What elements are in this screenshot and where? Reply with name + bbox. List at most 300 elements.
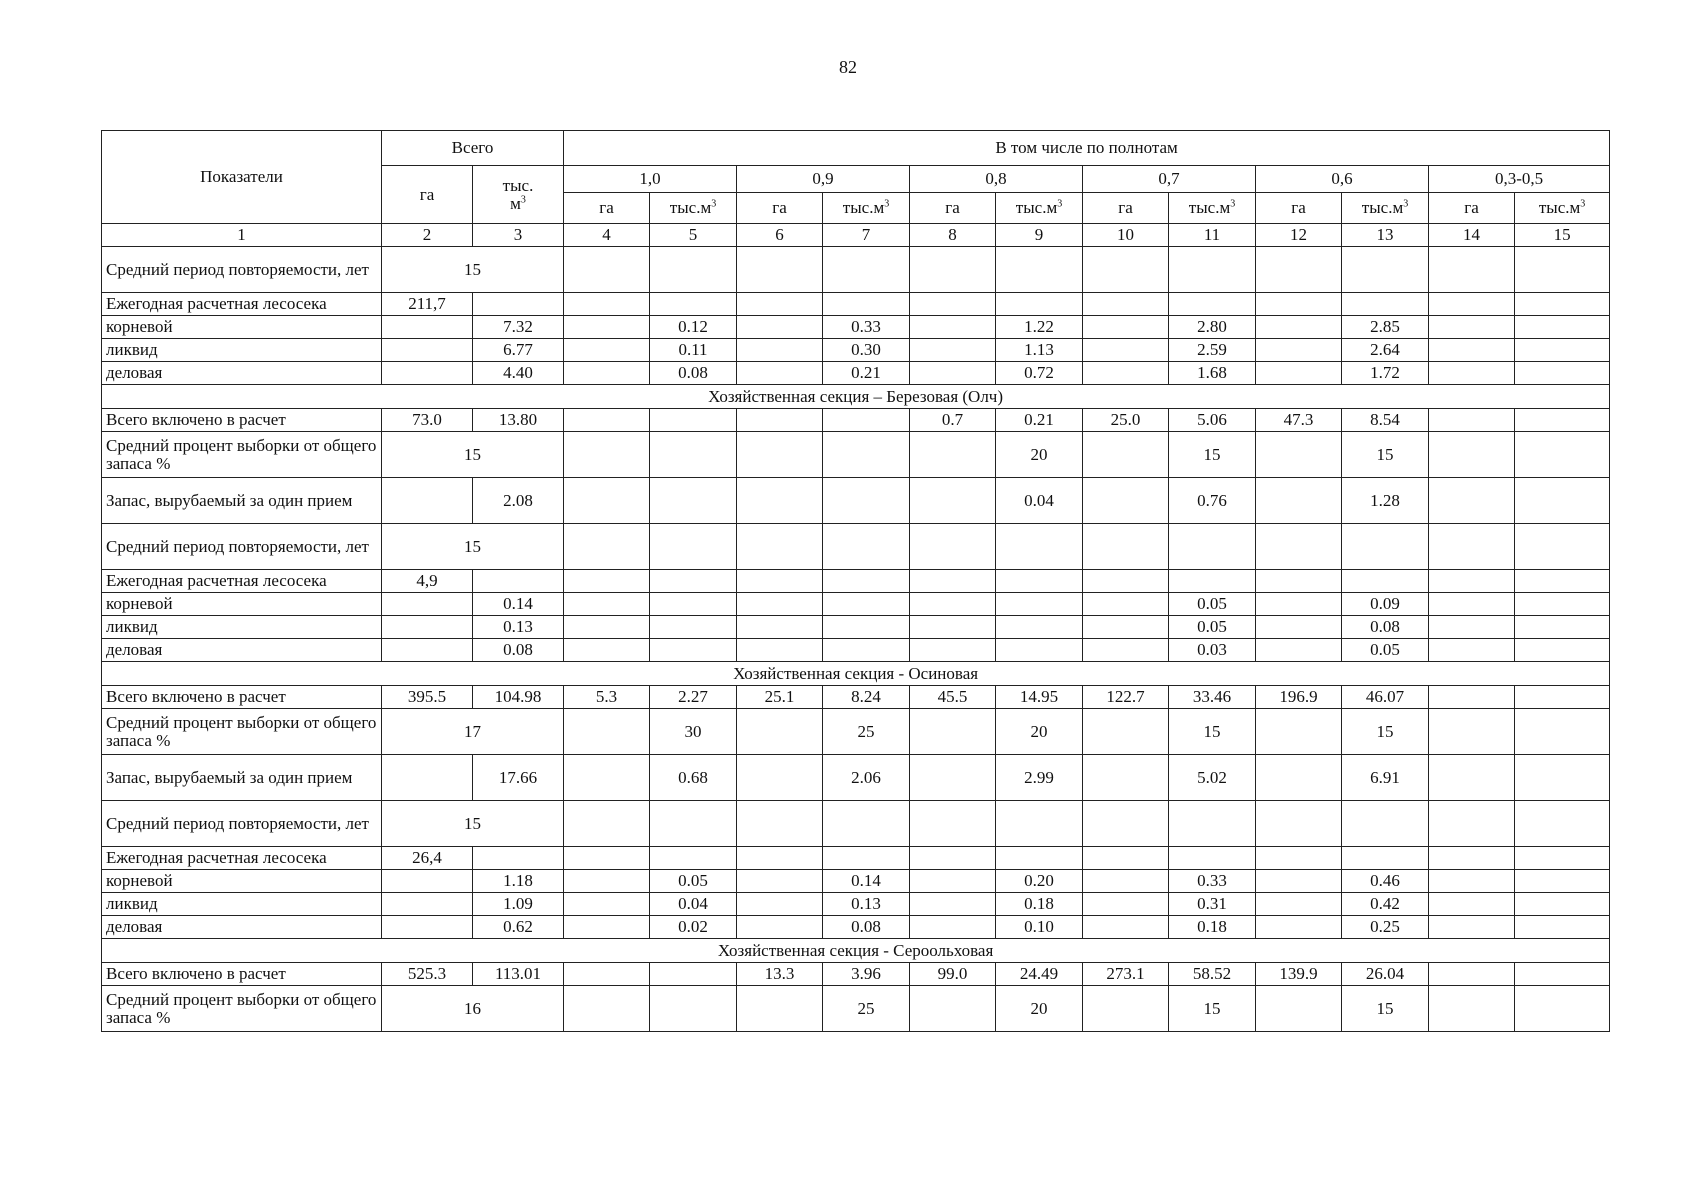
density-value: 15 [1342,709,1429,755]
header-density-6: 0,3-0,5 [1429,166,1610,193]
volume-value: 0.46 [1342,870,1429,893]
header-indicators: Показатели [102,131,382,224]
table-cell [910,986,996,1032]
volume-value [1515,593,1610,616]
table-cell [1083,339,1169,362]
row-label: Средний период повторяемости, лет [102,247,382,293]
table-cell [996,570,1083,593]
table-cell [1256,593,1342,616]
table-cell [737,801,823,847]
density-value: 1.28 [1342,478,1429,524]
total-value: 13.80 [473,409,564,432]
table-cell [1083,570,1169,593]
volume-value [823,616,910,639]
table-cell [1429,293,1515,316]
volume-value: 0.33 [823,316,910,339]
table-cell [1429,870,1515,893]
volume-value: 0.18 [1169,916,1256,939]
volume-value: 0.08 [650,362,737,385]
total-value: 2.27 [650,686,737,709]
header-unit-ga: га [1256,193,1342,224]
row-label: деловая [102,639,382,662]
table-cell [823,801,910,847]
volume-value: 0.05 [650,870,737,893]
table-cell [1083,432,1169,478]
row-label: корневой [102,870,382,893]
density-value: 15 [1169,986,1256,1032]
header-unit-ga: га [1083,193,1169,224]
total-value: 45.5 [910,686,996,709]
table-cell [1083,639,1169,662]
table-cell [910,639,996,662]
total-value [564,963,650,986]
volume-value: 0.14 [823,870,910,893]
table-cell [1169,524,1256,570]
table-row [102,432,1610,478]
density-value: 25 [823,709,910,755]
total-value: 122.7 [1083,686,1169,709]
table-cell [564,870,650,893]
table-cell [650,570,737,593]
table-cell [1515,801,1610,847]
column-number: 14 [1429,224,1515,247]
table-cell [382,316,473,339]
volume-value: 0.04 [650,893,737,916]
column-number: 4 [564,224,650,247]
density-value: 2.06 [823,755,910,801]
table-cell [1083,247,1169,293]
column-number: 13 [1342,224,1429,247]
row-label: ликвид [102,339,382,362]
header-unit-ga: га [564,193,650,224]
row-label: Ежегодная расчетная лесосека [102,293,382,316]
table-cell [910,339,996,362]
table-cell [910,870,996,893]
table-cell [1429,432,1515,478]
header-total: Всего [382,131,564,166]
density-value: 30 [650,709,737,755]
total-volume: 0.14 [473,593,564,616]
total-value [737,409,823,432]
table-cell [1256,616,1342,639]
column-number: 5 [650,224,737,247]
density-value: 15 [1342,432,1429,478]
table-row [102,686,1610,709]
density-value [1515,755,1610,801]
table-row [102,893,1610,916]
table-cell [1256,362,1342,385]
total-value: 33.46 [1169,686,1256,709]
table-cell [382,870,473,893]
section-title: Хозяйственная секция - Осиновая [102,662,1610,686]
row-total-value: 16 [382,986,564,1032]
total-value [1515,686,1610,709]
density-value: 20 [996,432,1083,478]
volume-value [1515,916,1610,939]
row-total-value: 2.08 [473,478,564,524]
table-cell [910,247,996,293]
total-volume: 0.62 [473,916,564,939]
row-label: ликвид [102,893,382,916]
page-number: 82 [839,57,857,77]
table-cell [1429,362,1515,385]
table-cell [1256,870,1342,893]
table-cell [1083,755,1169,801]
header-density-2: 0,9 [737,166,910,193]
total-value: 73.0 [382,409,473,432]
table-cell [1083,893,1169,916]
density-value [650,986,737,1032]
table-cell [564,709,650,755]
table-cell [1083,362,1169,385]
total-value: 5.06 [1169,409,1256,432]
table-cell [1169,293,1256,316]
volume-value [823,593,910,616]
total-value: 3.96 [823,963,910,986]
table-cell [737,362,823,385]
header-unit-thous-m3: $тыс.м^3$ [1342,193,1429,224]
table-cell [382,639,473,662]
table-cell [737,709,823,755]
table-cell [996,293,1083,316]
table-cell [737,847,823,870]
volume-value: 0.10 [996,916,1083,939]
column-number: 15 [1515,224,1610,247]
table-cell [910,362,996,385]
table-cell [564,847,650,870]
table-cell [910,593,996,616]
table-cell [1083,593,1169,616]
total-volume: 4.40 [473,362,564,385]
row-label: Средний процент выборки от общего запаса % [102,986,382,1032]
table-cell [1083,524,1169,570]
total-value: 113.01 [473,963,564,986]
volume-value [1515,616,1610,639]
total-value: 58.52 [1169,963,1256,986]
table-cell [1429,247,1515,293]
total-value [1515,409,1610,432]
density-value [1515,432,1610,478]
table-row [102,963,1610,986]
header-total-ga: га [382,166,473,224]
header-density-4: 0,7 [1083,166,1256,193]
total-value: 273.1 [1083,963,1169,986]
table-cell [1429,616,1515,639]
volume-value: 2.64 [1342,339,1429,362]
density-value: 20 [996,709,1083,755]
table-cell [737,870,823,893]
column-number: 9 [996,224,1083,247]
volume-value: 0.05 [1169,616,1256,639]
volume-value [1515,893,1610,916]
table-cell [1256,755,1342,801]
volume-value: 0.09 [1342,593,1429,616]
table-row [102,847,1610,870]
table-cell [737,570,823,593]
table-cell [382,362,473,385]
period-value: 15 [382,247,564,293]
table-cell [1429,593,1515,616]
section-title: Хозяйственная секция - Сероольховая [102,939,1610,963]
table-row [102,639,1610,662]
total-value [1429,409,1515,432]
table-cell [1256,986,1342,1032]
row-total-value: 17.66 [473,755,564,801]
volume-value [996,616,1083,639]
period-value: 15 [382,801,564,847]
header-density-1: 1,0 [564,166,737,193]
table-cell [996,247,1083,293]
table-cell [382,616,473,639]
table-cell [564,362,650,385]
total-value [650,963,737,986]
table-cell [1342,524,1429,570]
volume-value: 1.22 [996,316,1083,339]
table-cell [1429,893,1515,916]
row-label: Ежегодная расчетная лесосека [102,570,382,593]
total-value [1429,963,1515,986]
table-row [102,362,1610,385]
table-cell [1083,986,1169,1032]
table-cell [910,316,996,339]
table-cell [910,616,996,639]
density-value [823,478,910,524]
header-by-density: В том числе по полнотам [564,131,1610,166]
table-row [102,801,1610,847]
table-cell [910,432,996,478]
table-cell [1083,709,1169,755]
volume-value: 0.05 [1342,639,1429,662]
density-value: 15 [1169,432,1256,478]
table-cell [564,247,650,293]
total-value: 8.24 [823,686,910,709]
table-cell [910,847,996,870]
volume-value: 0.42 [1342,893,1429,916]
row-label: Всего включено в расчет [102,963,382,986]
volume-value: 0.21 [823,362,910,385]
table-cell [1515,247,1610,293]
table-cell [1256,524,1342,570]
total-volume: 0.08 [473,639,564,662]
column-number: 6 [737,224,823,247]
table-cell [1256,847,1342,870]
table-cell [737,893,823,916]
table-cell [1429,570,1515,593]
table-row [102,755,1610,801]
table-row [102,916,1610,939]
table-row [102,662,1610,686]
total-volume: 1.09 [473,893,564,916]
table-cell [1429,755,1515,801]
volume-value: 0.33 [1169,870,1256,893]
table-row [102,570,1610,593]
table-cell [737,339,823,362]
table-cell [1083,916,1169,939]
row-label: корневой [102,316,382,339]
total-value: 99.0 [910,963,996,986]
table-cell [382,478,473,524]
table-cell [823,293,910,316]
total-value: 196.9 [1256,686,1342,709]
table-row [102,870,1610,893]
table-cell [382,755,473,801]
total-value [564,409,650,432]
total-volume: 1.18 [473,870,564,893]
table-row [102,986,1610,1032]
volume-value: 0.08 [823,916,910,939]
table-cell [1429,639,1515,662]
column-number: 3 [473,224,564,247]
column-number: 10 [1083,224,1169,247]
table-cell [1429,316,1515,339]
table-cell [1429,478,1515,524]
table-cell [910,570,996,593]
row-total-value: 17 [382,709,564,755]
total-value: 525.3 [382,963,473,986]
table-row [102,939,1610,963]
table-cell [823,524,910,570]
density-value [823,432,910,478]
table-cell [564,432,650,478]
density-value: 15 [1342,986,1429,1032]
table-cell [737,616,823,639]
table-cell [650,293,737,316]
cutting-area-table [101,130,1610,1032]
total-value: 24.49 [996,963,1083,986]
table-cell [1429,524,1515,570]
total-value: 0.7 [910,409,996,432]
table-cell [1083,870,1169,893]
period-value: 15 [382,524,564,570]
column-number: 12 [1256,224,1342,247]
volume-value: 1.72 [1342,362,1429,385]
volume-value [650,639,737,662]
total-value: 13.3 [737,963,823,986]
volume-value [996,639,1083,662]
header-total-thous-m3: тыс. $м^3$ [473,166,564,224]
table-cell [1169,801,1256,847]
table-cell [1256,709,1342,755]
row-label: Запас, вырубаемый за один прием [102,755,382,801]
density-value [650,432,737,478]
table-cell [1342,293,1429,316]
table-cell [650,524,737,570]
table-cell [1429,916,1515,939]
table-cell [1515,293,1610,316]
volume-value [996,593,1083,616]
density-value: 0.68 [650,755,737,801]
density-value: 0.76 [1169,478,1256,524]
table-cell [1256,247,1342,293]
table-cell [564,293,650,316]
total-value: 104.98 [473,686,564,709]
density-value: 25 [823,986,910,1032]
density-value [1515,478,1610,524]
table-cell [1083,616,1169,639]
volume-value: 2.59 [1169,339,1256,362]
table-cell [564,639,650,662]
header-unit-ga: га [910,193,996,224]
table-cell [473,293,564,316]
header-unit-ga: га [1429,193,1515,224]
annual-value: 211,7 [382,293,473,316]
volume-value: 0.12 [650,316,737,339]
row-label: Средний процент выборки от общего запаса % [102,432,382,478]
volume-value [1515,362,1610,385]
table-cell [564,524,650,570]
column-number: 8 [910,224,996,247]
table-cell [1429,339,1515,362]
table-cell [823,847,910,870]
row-label: Средний период повторяемости, лет [102,801,382,847]
total-value: 0.21 [996,409,1083,432]
table-cell [564,801,650,847]
table-cell [382,593,473,616]
total-value: 5.3 [564,686,650,709]
volume-value: 0.20 [996,870,1083,893]
table-cell [737,293,823,316]
volume-value: 0.05 [1169,593,1256,616]
table-cell [564,478,650,524]
table-row [102,316,1610,339]
table-cell [473,847,564,870]
total-volume: 6.77 [473,339,564,362]
annual-value: 26,4 [382,847,473,870]
table-cell [910,916,996,939]
table-cell [1342,247,1429,293]
table-cell [1342,801,1429,847]
density-value [1515,709,1610,755]
table-row [102,385,1610,409]
header-unit-thous-m3: $тыс.м^3$ [1169,193,1256,224]
table-cell [1256,801,1342,847]
table-row [102,524,1610,570]
table-row [102,247,1610,293]
volume-value: 0.03 [1169,639,1256,662]
table-cell [823,570,910,593]
header-unit-ga: га [737,193,823,224]
volume-value: 0.18 [996,893,1083,916]
density-value: 15 [1169,709,1256,755]
density-value: 6.91 [1342,755,1429,801]
table-cell [1256,316,1342,339]
volume-value: 0.25 [1342,916,1429,939]
table-cell [737,639,823,662]
table-cell [737,478,823,524]
table-cell [1083,293,1169,316]
column-number: 2 [382,224,473,247]
table-row [102,339,1610,362]
header-unit-thous-m3: $тыс.м^3$ [996,193,1083,224]
volume-value: 0.11 [650,339,737,362]
table-cell [1515,524,1610,570]
table-cell [1342,847,1429,870]
header-density-3: 0,8 [910,166,1083,193]
total-value: 395.5 [382,686,473,709]
row-total-value: 15 [382,432,564,478]
table-cell [1169,847,1256,870]
table-cell [564,316,650,339]
density-value: 0.04 [996,478,1083,524]
row-label: деловая [102,362,382,385]
table-cell [1256,893,1342,916]
total-value: 8.54 [1342,409,1429,432]
table-cell [1083,801,1169,847]
row-label: Ежегодная расчетная лесосека [102,847,382,870]
table-cell [1429,801,1515,847]
volume-value [823,639,910,662]
table-cell [1429,986,1515,1032]
